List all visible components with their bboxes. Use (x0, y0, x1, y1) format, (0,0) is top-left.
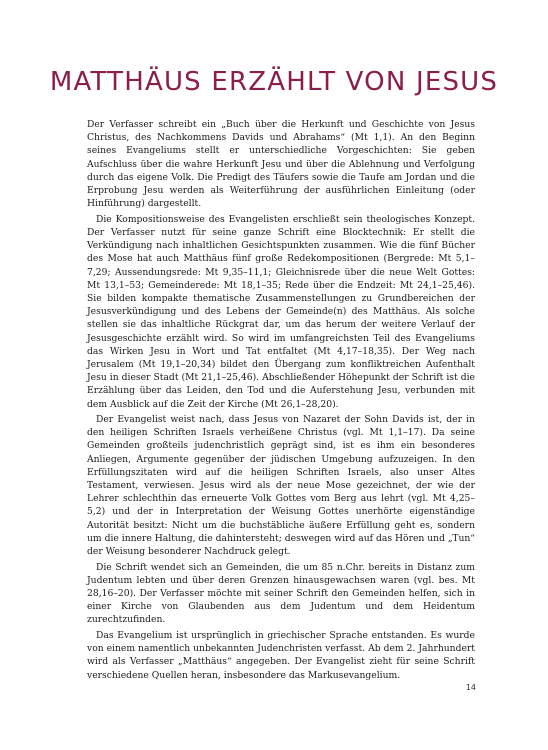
chapter-title: MATTHÄUS ERZÄHLT VON JESUS (49, 67, 499, 97)
paragraph-3: Der Evangelist weist nach, dass Jesus von Nazaret der Sohn Davids ist, der in den heiligen Schriften Israels verheißene Christus (vgl. Mt 1,1–17). Da seine Gemeinden großteils judenchristlich geprägt sind, ist es ihm ein besonderes Anliegen, Argumente gegenüber der jüdischen Umgebung aufzuzeigen. In den Erfüllungszitaten wird auf die heiligen Schriften Israels, also unser Altes Testament, verwiesen. Jesus wird als der neue Mose gezeichnet, der wie der Lehrer schlechthin das erneuerte Volk Gottes vom Berg aus lehrt (vgl. Mt 4,25–5,2) und der in Interpretation der Weisung Gottes unerhörte eigenständige Autorität besitzt: Nicht um die buchstäbliche äußere Erfüllung geht es, sondern um die innere Haltung, die dahintersteht; deswegen wird auf das Hören und „Tun“ der Weisung besonderer Nachdruck gelegt. (87, 414, 475, 558)
paragraph-5: Das Evangelium ist ursprünglich in griechischer Sprache entstanden. Es wurde von einem namentlich unbekannten Judenchristen verfasst. Ab dem 2. Jahrhundert wird als Verfasser „Matthäus“ angegeben. Der Evangelist zieht für seine Schrift verschiedene Quellen heran, insbesondere das Markusevangelium. (87, 629, 475, 681)
page-number: 14 (465, 683, 476, 692)
body-text (87, 118, 475, 684)
paragraph-4: Die Schrift wendet sich an Gemeinden, die um 85 n.Chr. bereits in Distanz zum Judentum lebten und über deren Grenzen hinausgewachsen waren (vgl. bes. Mt 28,16–20). Der Verfasser möchte mit seiner Schrift den Gemeinden helfen, sich in einer Kirche von Glaubenden aus dem Judentum und dem Heidentum zurechtzufinden. (87, 561, 475, 626)
paragraph-1: Der Verfasser schreibt ein „Buch über die Herkunft und Geschichte von Jesus Christus, des Nachkommens Davids und Abrahams“ (Mt 1,1). An den Beginn seines Evangeliums stellt er unterschiedliche Vorgeschichten: Sie geben Aufschluss über die wahre Herkunft Jesu und über die Ablehnung und Verfolgung durch das eigene Volk. Die Predigt des Täufers sowie die Taufe am Jordan und die Erprobung Jesu werden als Weiterführung der ausführlichen Einleitung (oder Hinführung) dargestellt. (87, 119, 475, 210)
paragraph-2: Die Kompositionsweise des Evangelisten erschließt sein theologisches Konzept. Der Verfasser nutzt für seine ganze Schrift eine Blocktechnik: Er stellt die Verkündigung nach inhaltlichen Gesichtspunkten zusammen. Wie die fünf Bücher des Mose hat auch Matthäus fünf große Redekompositionen (Bergrede: Mt 5,1–7,29; Aussendungsrede: Mt 9,35–11,1; Gleichnisrede über die neue Welt Gottes: Mt 13,1–53; Gemeinderede: Mt 18,1–35; Rede über die Endzeit: Mt 24,1–25,46). Sie bilden kompakte thematische Zusammenstellungen zu Grundbereichen der Jesusverkündigung und des Lebens der Gemeinde(n) des Matthäus. Als solche stellen sie das inhaltliche Rückgrat dar, um das herum der weitere Verlauf der Jesusgeschichte erzählt wird. So wird im umfangreichsten Teil des Evangeliums das Wirken Jesu in Wort und Tat entfaltet (Mt 4,17–18,35). Der Weg nach Jerusalem (Mt 19,1–20,34) bildet den Übergang zum konfliktreichen Aufenthalt Jesu in dieser Stadt (Mt 21,1–25,46). Abschließender Höhepunkt der Schrift ist die Erzählung über das Leiden, den Tod und die Auferstehung Jesu, verbunden mit dem Ausblick auf die Zeit der Kirche (Mt 26,1–28,20). (87, 213, 475, 410)
